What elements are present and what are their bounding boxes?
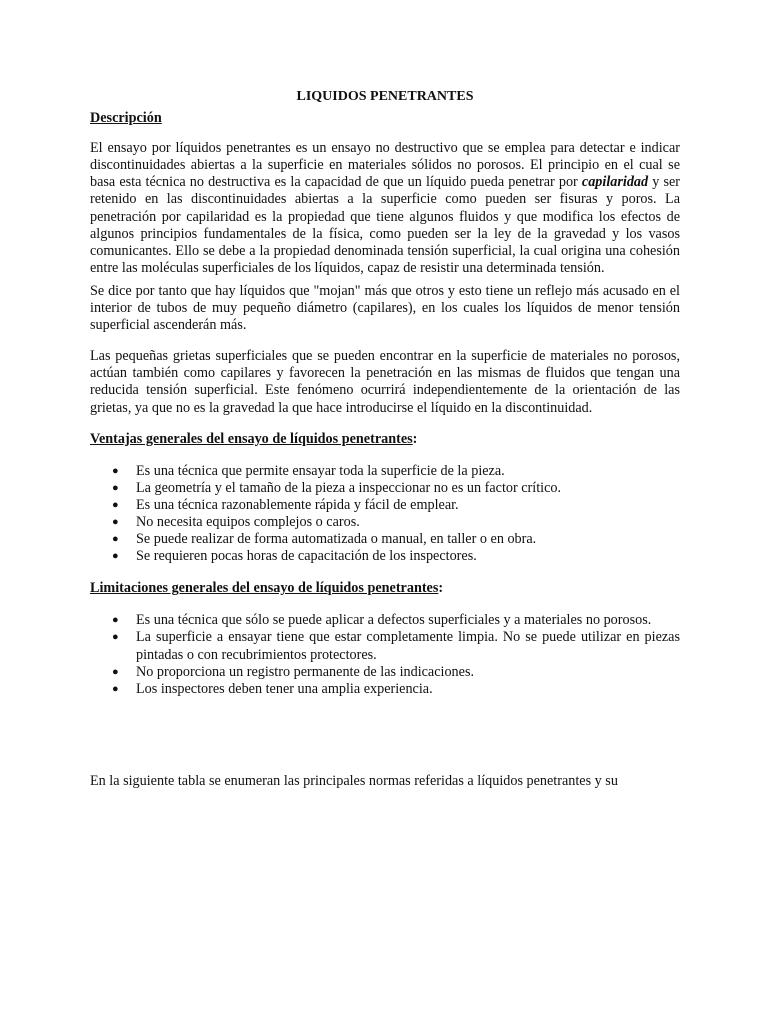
list-item: [90, 629, 680, 663]
limitaciones-list: [90, 612, 680, 697]
list-item-text: Es una técnica razonablemente rápida y fácil de emplear.: [136, 496, 459, 513]
bullet-icon: ●: [112, 665, 119, 678]
list-item-text: Es una técnica que sólo se puede aplicar a defectos superficiales y a materiales no porosos.: [136, 612, 652, 629]
descripcion-heading-text: Descripción: [90, 110, 162, 127]
bullet-icon: ●: [112, 515, 119, 528]
bullet-icon: ●: [112, 631, 119, 644]
list-item-text: Los inspectores deben tener una amplia experiencia.: [136, 680, 433, 697]
bullet-icon: ●: [112, 533, 119, 546]
ventajas-heading-colon: :: [412, 430, 418, 447]
list-item-text: La superficie a ensayar tiene que estar completamente limpia. No se puede utilizar en piezas pintadas o con recubrimientos protectores.: [136, 629, 680, 663]
paragraph-grietas: Las pequeñas grietas superficiales que se pueden encontrar en la superficie de materiales no porosos, actúan también como capilares y favorecen la penetración en las mismas de fluidos que tengan una reducida tensión superficial. Este fenómeno ocurrirá independientemente de la orientación de las grietas, ya que no es la gravedad la que hace introducirse el líquido en la discontinuidad.: [90, 348, 680, 416]
list-item-text: No proporciona un registro permanente de las indicaciones.: [136, 663, 475, 680]
list-item-text: Se puede realizar de forma automatizada o manual, en taller o en obra.: [136, 531, 537, 548]
ventajas-heading-text: Ventajas generales del ensayo de líquidos penetrantes: [90, 430, 413, 447]
list-item: [90, 664, 680, 681]
list-item-text: Es una técnica que permite ensayar toda la superficie de la pieza.: [136, 462, 505, 479]
list-item: [90, 514, 680, 531]
list-item-text: Se requieren pocas horas de capacitación de los inspectores.: [136, 548, 477, 565]
bullet-icon: ●: [112, 464, 119, 477]
list-item: [90, 612, 680, 629]
bullet-icon: ●: [112, 614, 119, 627]
document-title: LIQUIDOS PENETRANTES: [296, 89, 474, 104]
bullet-icon: ●: [112, 481, 119, 494]
ventajas-list: [90, 463, 680, 566]
paragraph-descripcion-part1: El ensayo por líquidos penetrantes es un ensayo no destructivo que se emplea para detectar e indicar discontinuidades abiertas a la superficie en materiales sólidos no porosos. El principio en el cual se basa esta técnica no destructiva es la capacidad de que un líquido pueda penetrar por: [90, 140, 680, 191]
list-item: [90, 548, 680, 565]
limitaciones-heading-text: Limitaciones generales del ensayo de líquidos penetrantes: [90, 580, 439, 597]
descripcion-heading: [90, 110, 680, 127]
list-item-text: No necesita equipos complejos o caros.: [136, 513, 360, 530]
list-item-text: La geometría y el tamaño de la pieza a inspeccionar no es un factor crítico.: [136, 479, 562, 496]
bullet-icon: ●: [112, 550, 119, 563]
paragraph-descripcion: [90, 140, 680, 277]
list-item: [90, 531, 680, 548]
list-item: [90, 480, 680, 497]
limitaciones-heading: [90, 580, 680, 597]
list-item: [90, 463, 680, 480]
bullet-icon: ●: [112, 498, 119, 511]
list-item: [90, 497, 680, 514]
list-item: [90, 681, 680, 698]
paragraph-tabla-intro: En la siguiente tabla se enumeran las principales normas referidas a líquidos penetrantes y su: [90, 772, 618, 789]
capilaridad-emphasis: capilaridad: [581, 174, 649, 191]
paragraph-mojan: Se dice por tanto que hay líquidos que "mojan" más que otros y esto tiene un reflejo más acusado en el interior de tubos de muy pequeño diámetro (capilares), en los cuales los líquidos de menor tensión superficial ascenderán más.: [90, 282, 680, 334]
bullet-icon: ●: [112, 682, 119, 695]
ventajas-heading: [90, 431, 680, 448]
paragraph-descripcion-part2: y ser retenido en las discontinuidades abiertas a la superficie como pueden ser fisuras y poros. La penetración por capilaridad es la propiedad que tiene algunos fluidos y que modifica los efectos de algunos principios fundamentales de la física, como pueden ser la ley de la gravedad y los vasos comunicantes. Ello se debe a la propiedad denominada tensión superficial, la cual origina una cohesión entre las moléculas superficiales de los líquidos, capaz de resistir una determinada tensión.: [90, 174, 680, 276]
limitaciones-heading-colon: :: [438, 580, 444, 597]
